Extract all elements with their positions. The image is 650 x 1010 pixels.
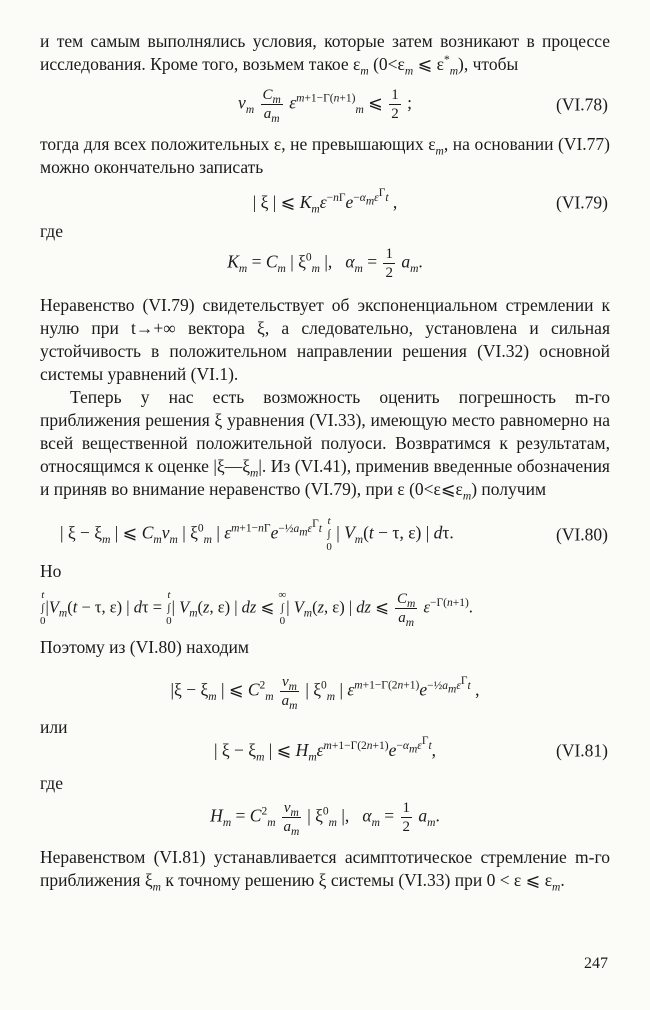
paragraph-3: Неравенство (VI.79) свидетельствует об экспоненциальном стремлении к нулю при t→+∞ вектора ξ, а следовательно, установлена и сильная устойчивость в положительном направлении решения (VI.32) основной системы уравнений (VI.1). xyxy=(40,295,610,384)
where-label: где xyxy=(40,773,63,793)
paragraph-2: тогда для всех положительных ε, не превышающих $\varepsilon_m$, на основании (VI.77) можно окончательно записать xyxy=(40,134,610,177)
equation-number: (VI.78) xyxy=(556,94,608,114)
equation-vi-78: $\nu_m$ $\frac{C_m}{a_m}$ $\varepsilon^{m+1-\Gamma(n+1)}_m$ ⩽ $\frac{1}{2}$ ; (VI.78) xyxy=(238,87,608,125)
equation-integral-bound: t ∫ 0 $|V_m(t - \tau$, ε) | dτ = t ∫ 0 | $V_m(z$, ε) | dz ⩽ ∞ ∫ 0 | $V_m(z$, ε) | dz ⩽ $\frac{C_m}{a_m}$ $\varepsilon^{-\Gamma(n+1)}$. xyxy=(40,589,473,629)
equation-hm-alpha: $H_m = C^2_m$ $\frac{\nu_m}{a_m}$ | $\xi^0_m$ |, $\alpha_m$ = $\frac{1}{2}$ $a_m$. xyxy=(210,800,440,838)
equation-vi-81: | $\xi - \xi_m$ | ⩽ $H_m\varepsilon^{m+1-\Gamma(2n+1)}e^{-\alpha_m\varepsilon^\Gamma t}$, (VI.81) xyxy=(213,735,608,764)
equation-number: (VI.80) xyxy=(556,524,608,544)
paragraph-1: и тем самым выполнялись условия, которые затем возникают в процессе исследования. Кроме того, возьмем такое $\varepsilon_m$ ($0<\varepsilon_m$ ⩽ $\varepsilon^*_m$), чтобы xyxy=(40,31,610,78)
page-body xyxy=(40,30,610,892)
paragraph-4: Теперь у нас есть возможность оценить погрешность m-го приближения решения ξ уравнения (VI.33), имеющую место равномерно на всей вещественной положительной полуоси. Возвратимся к результатам, относящимся к оценке $|\xi—\xi_m|$. Из (VI.41), применив введенные обозначения и приняв во внимание неравенство (VI.79), при ε $(0<\varepsilon⩽\varepsilon_m)$ получим xyxy=(40,387,610,503)
equation-number: (VI.81) xyxy=(556,740,608,760)
equation-vi-79: | ξ | ⩽ $K_m\varepsilon^{-n\Gamma}e^{-\alpha_m\varepsilon^\Gamma t}$ , (VI.79) xyxy=(252,187,608,216)
or-label: или xyxy=(40,717,68,737)
equation-estimate: $|\xi - \xi_m$ | ⩽ $C^2_m$ $\frac{\nu_m}{a_m}$ | $\xi^0_m$ | $\varepsilon^{m+1-\Gamma(2n+1)}e^{-\frac{1}{2}a_m\varepsilon^\Gamma t}$ , xyxy=(170,674,480,712)
equation-km-alpha: $K_m = C_m$ | $\xi^0_m$ |, $\alpha_m$ = $\frac{1}{2}$ $a_m$. xyxy=(227,246,423,281)
paragraph-6: Неравенством (VI.81) устанавливается асимптотическое стремление m-го приближения $\xi_m$ к точному решению ξ системы (VI.33) при 0 < ε ⩽ $\varepsilon_m$. xyxy=(40,847,610,894)
equation-vi-80: | $\xi - \xi_m$ | ⩽ $C_m\nu_m$ | $\xi^0_m$ | $\varepsilon^{m+1-n\Gamma}e^{-\frac{1}{2}a_m\varepsilon^\Gamma t}$ t ∫ 0 | $V_m(t - \tau$, ε) | dτ. (VI.80) xyxy=(60,515,608,553)
equation-number: (VI.79) xyxy=(556,192,608,212)
where-label: где xyxy=(40,221,63,241)
page-number: 247 xyxy=(584,955,608,972)
paragraph-5: Поэтому из (VI.80) находим xyxy=(40,637,249,657)
but-label: Но xyxy=(40,561,62,581)
